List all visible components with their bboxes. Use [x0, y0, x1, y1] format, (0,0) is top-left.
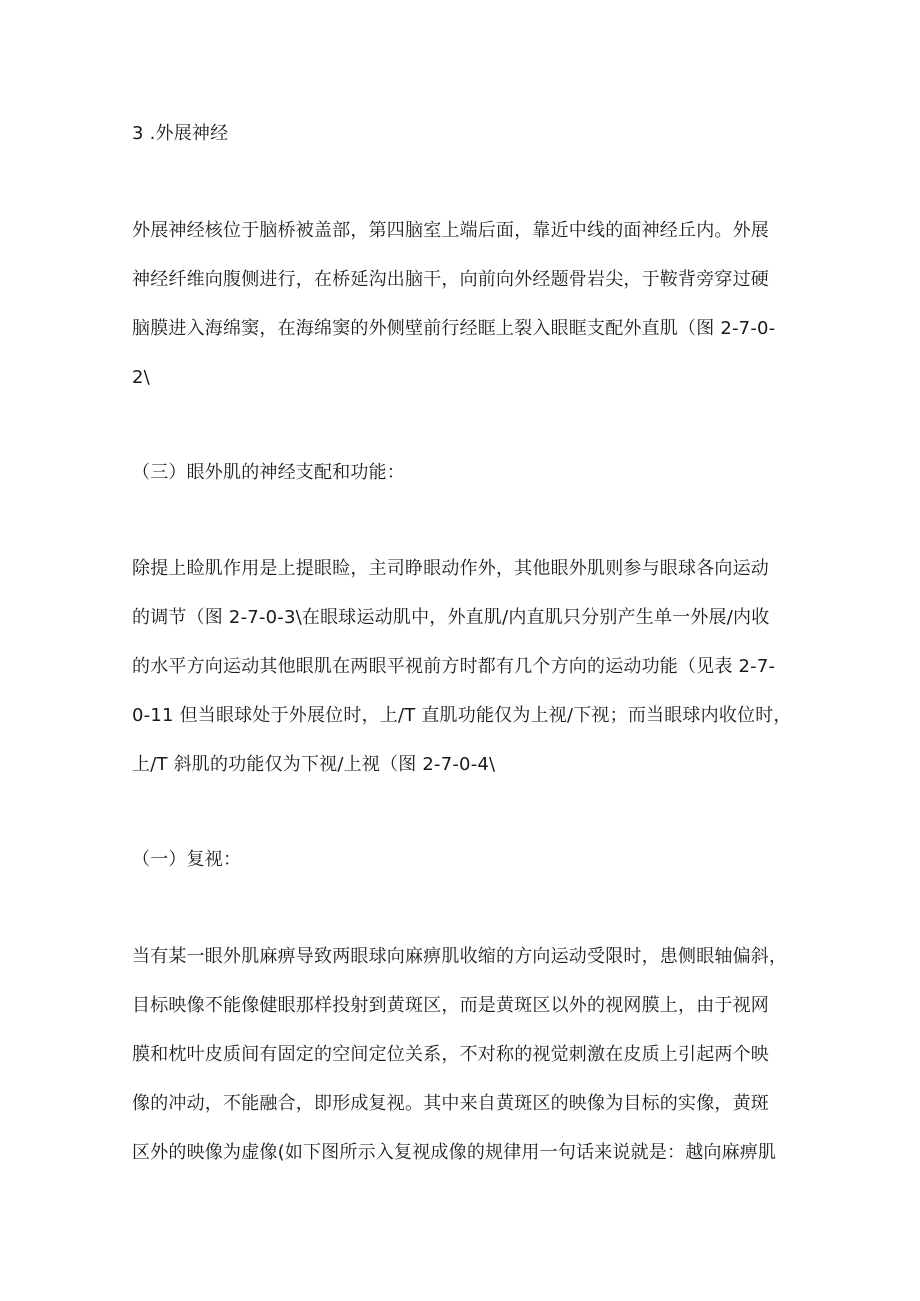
paragraph-2-line-3: 的水平方向运动其他眼肌在两眼平视前方时都有几个方向的运动功能（见表 2-7- — [132, 656, 776, 677]
subheading-1: （一）复视： — [132, 849, 242, 870]
paragraph-2-line-5: 上/T 斜肌的功能仅为下视/上视（图 2-7-0-4\ — [132, 754, 496, 775]
subheading-3: （三）眼外肌的神经支配和功能： — [132, 462, 405, 483]
paragraph-3-line-5: 区外的映像为虚像(如下图所示入复视成像的规律用一句话来说就是：越向麻痹肌 — [132, 1142, 777, 1163]
paragraph-1-line-1: 外展神经核位于脑桥被盖部，第四脑室上端后面，靠近中线的面神经丘内。外展 — [132, 220, 769, 241]
paragraph-3-line-3: 膜和枕叶皮质间有固定的空间定位关系，不对称的视觉刺激在皮质上引起两个映 — [132, 1044, 769, 1065]
paragraph-1-line-2: 神经纤维向腹侧进行，在桥延沟出脑干，向前向外经题骨岩尖，于鞍背旁穿过硬 — [132, 269, 769, 290]
paragraph-2-line-4: 0-11 但当眼球处于外展位时，上/T 直肌功能仅为上视/下视；而当眼球内收位时， — [132, 705, 792, 726]
paragraph-1-line-3: 脑膜进入海绵窦，在海绵窦的外侧壁前行经眶上裂入眼眶支配外直肌（图 2-7-0- — [132, 318, 776, 339]
paragraph-3-line-1: 当有某一眼外肌麻痹导致两眼球向麻痹肌收缩的方向运动受限时，患侧眼轴偏斜， — [132, 946, 788, 967]
paragraph-3-line-4: 像的冲动，不能融合，即形成复视。其中来自黄斑区的映像为目标的实像，黄斑 — [132, 1093, 769, 1114]
paragraph-2-line-2: 的调节（图 2-7-0-3\在眼球运动肌中，外直肌/内直肌只分别产生单一外展/内收 — [132, 607, 770, 628]
paragraph-2-line-1: 除提上睑肌作用是上提眼睑，主司睁眼动作外，其他眼外肌则参与眼球各向运动 — [132, 558, 769, 579]
section-heading: 3 .外展神经 — [132, 123, 229, 144]
paragraph-1-line-4: 2\ — [132, 367, 150, 388]
paragraph-3-line-2: 目标映像不能像健眼那样投射到黄斑区，而是黄斑区以外的视网膜上，由于视网 — [132, 995, 769, 1016]
